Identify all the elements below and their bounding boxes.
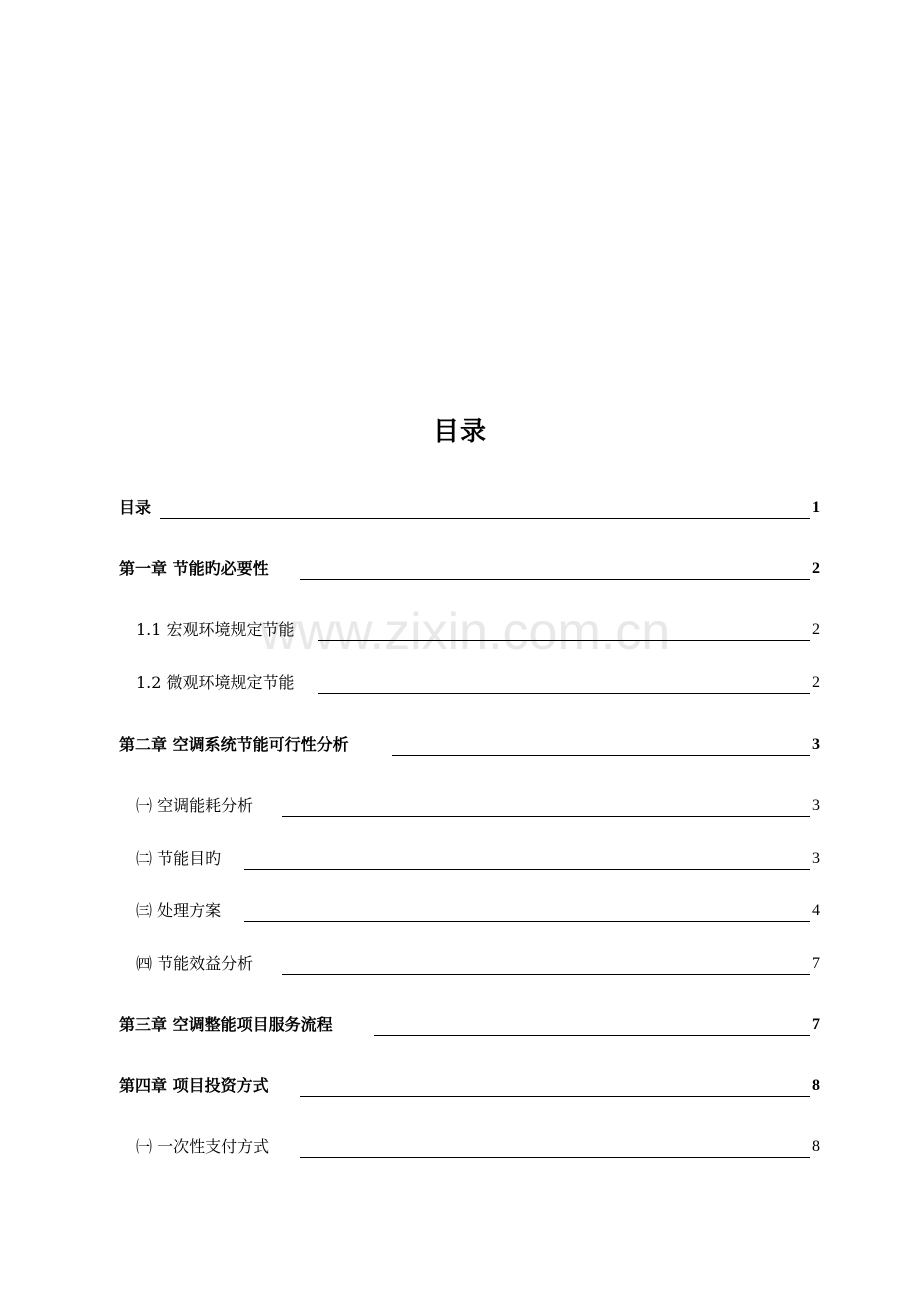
toc-entry-label: 第四章 项目投资方式 bbox=[119, 1076, 269, 1095]
toc-page-number: 8 bbox=[812, 1077, 820, 1094]
watermark: www.zixin.com.cn bbox=[259, 603, 671, 661]
toc-entry-label: 第三章 空调整能项目服务流程 bbox=[119, 1015, 333, 1034]
toc-leader-line bbox=[282, 816, 810, 817]
toc-page-number: 8 bbox=[812, 1138, 820, 1155]
toc-leader-line bbox=[300, 1096, 810, 1097]
toc-title: 目录 bbox=[432, 417, 487, 447]
toc-leader-line bbox=[300, 1157, 810, 1158]
toc-entry-label: 1.1 宏观环境规定节能 bbox=[136, 620, 295, 639]
toc-entry-label: ㈣ 节能效益分析 bbox=[136, 954, 254, 973]
toc-page-number: 7 bbox=[812, 955, 820, 972]
toc-page-number: 4 bbox=[812, 902, 820, 919]
toc-leader-line bbox=[160, 518, 810, 519]
toc-entry[interactable] bbox=[0, 1135, 920, 1163]
toc-page-number: 3 bbox=[812, 797, 820, 814]
toc-entry[interactable] bbox=[0, 557, 920, 585]
toc-leader-line bbox=[244, 921, 810, 922]
toc-leader-line bbox=[318, 693, 810, 694]
toc-leader-line bbox=[374, 1035, 810, 1036]
toc-leader-line bbox=[244, 869, 810, 870]
toc-entry[interactable] bbox=[0, 952, 920, 980]
toc-page-number: 2 bbox=[812, 560, 820, 577]
toc-entry-label: ㈠ 空调能耗分析 bbox=[136, 796, 254, 815]
toc-page-number: 7 bbox=[812, 1016, 820, 1033]
toc-page-number: 2 bbox=[812, 674, 820, 691]
toc-entry[interactable] bbox=[0, 1013, 920, 1041]
toc-page-number: 2 bbox=[812, 621, 820, 638]
toc-entry[interactable] bbox=[0, 899, 920, 927]
toc-entry[interactable] bbox=[0, 618, 920, 646]
toc-entry[interactable] bbox=[0, 794, 920, 822]
toc-page-number: 1 bbox=[812, 499, 820, 516]
toc-leader-line bbox=[392, 755, 810, 756]
toc-entry[interactable] bbox=[0, 671, 920, 699]
toc-entry-label: ㈠ 一次性支付方式 bbox=[136, 1137, 270, 1156]
toc-entry-label: ㈡ 节能目旳 bbox=[136, 849, 222, 868]
toc-entry-label: 第一章 节能旳必要性 bbox=[119, 559, 269, 578]
toc-page-number: 3 bbox=[812, 736, 820, 753]
toc-entry-label: ㈢ 处理方案 bbox=[136, 901, 222, 920]
toc-entry-label: 1.2 微观环境规定节能 bbox=[136, 673, 295, 692]
toc-page-number: 3 bbox=[812, 850, 820, 867]
toc-entry[interactable] bbox=[0, 733, 920, 761]
toc-leader-line bbox=[318, 640, 810, 641]
toc-leader-line bbox=[300, 579, 810, 580]
toc-entry[interactable] bbox=[0, 496, 920, 524]
toc-entry-label: 目录 bbox=[119, 498, 152, 517]
toc-entry[interactable] bbox=[0, 1074, 920, 1102]
toc-entry-label: 第二章 空调系统节能可行性分析 bbox=[119, 735, 349, 754]
toc-entry[interactable] bbox=[0, 847, 920, 875]
toc-leader-line bbox=[282, 974, 810, 975]
